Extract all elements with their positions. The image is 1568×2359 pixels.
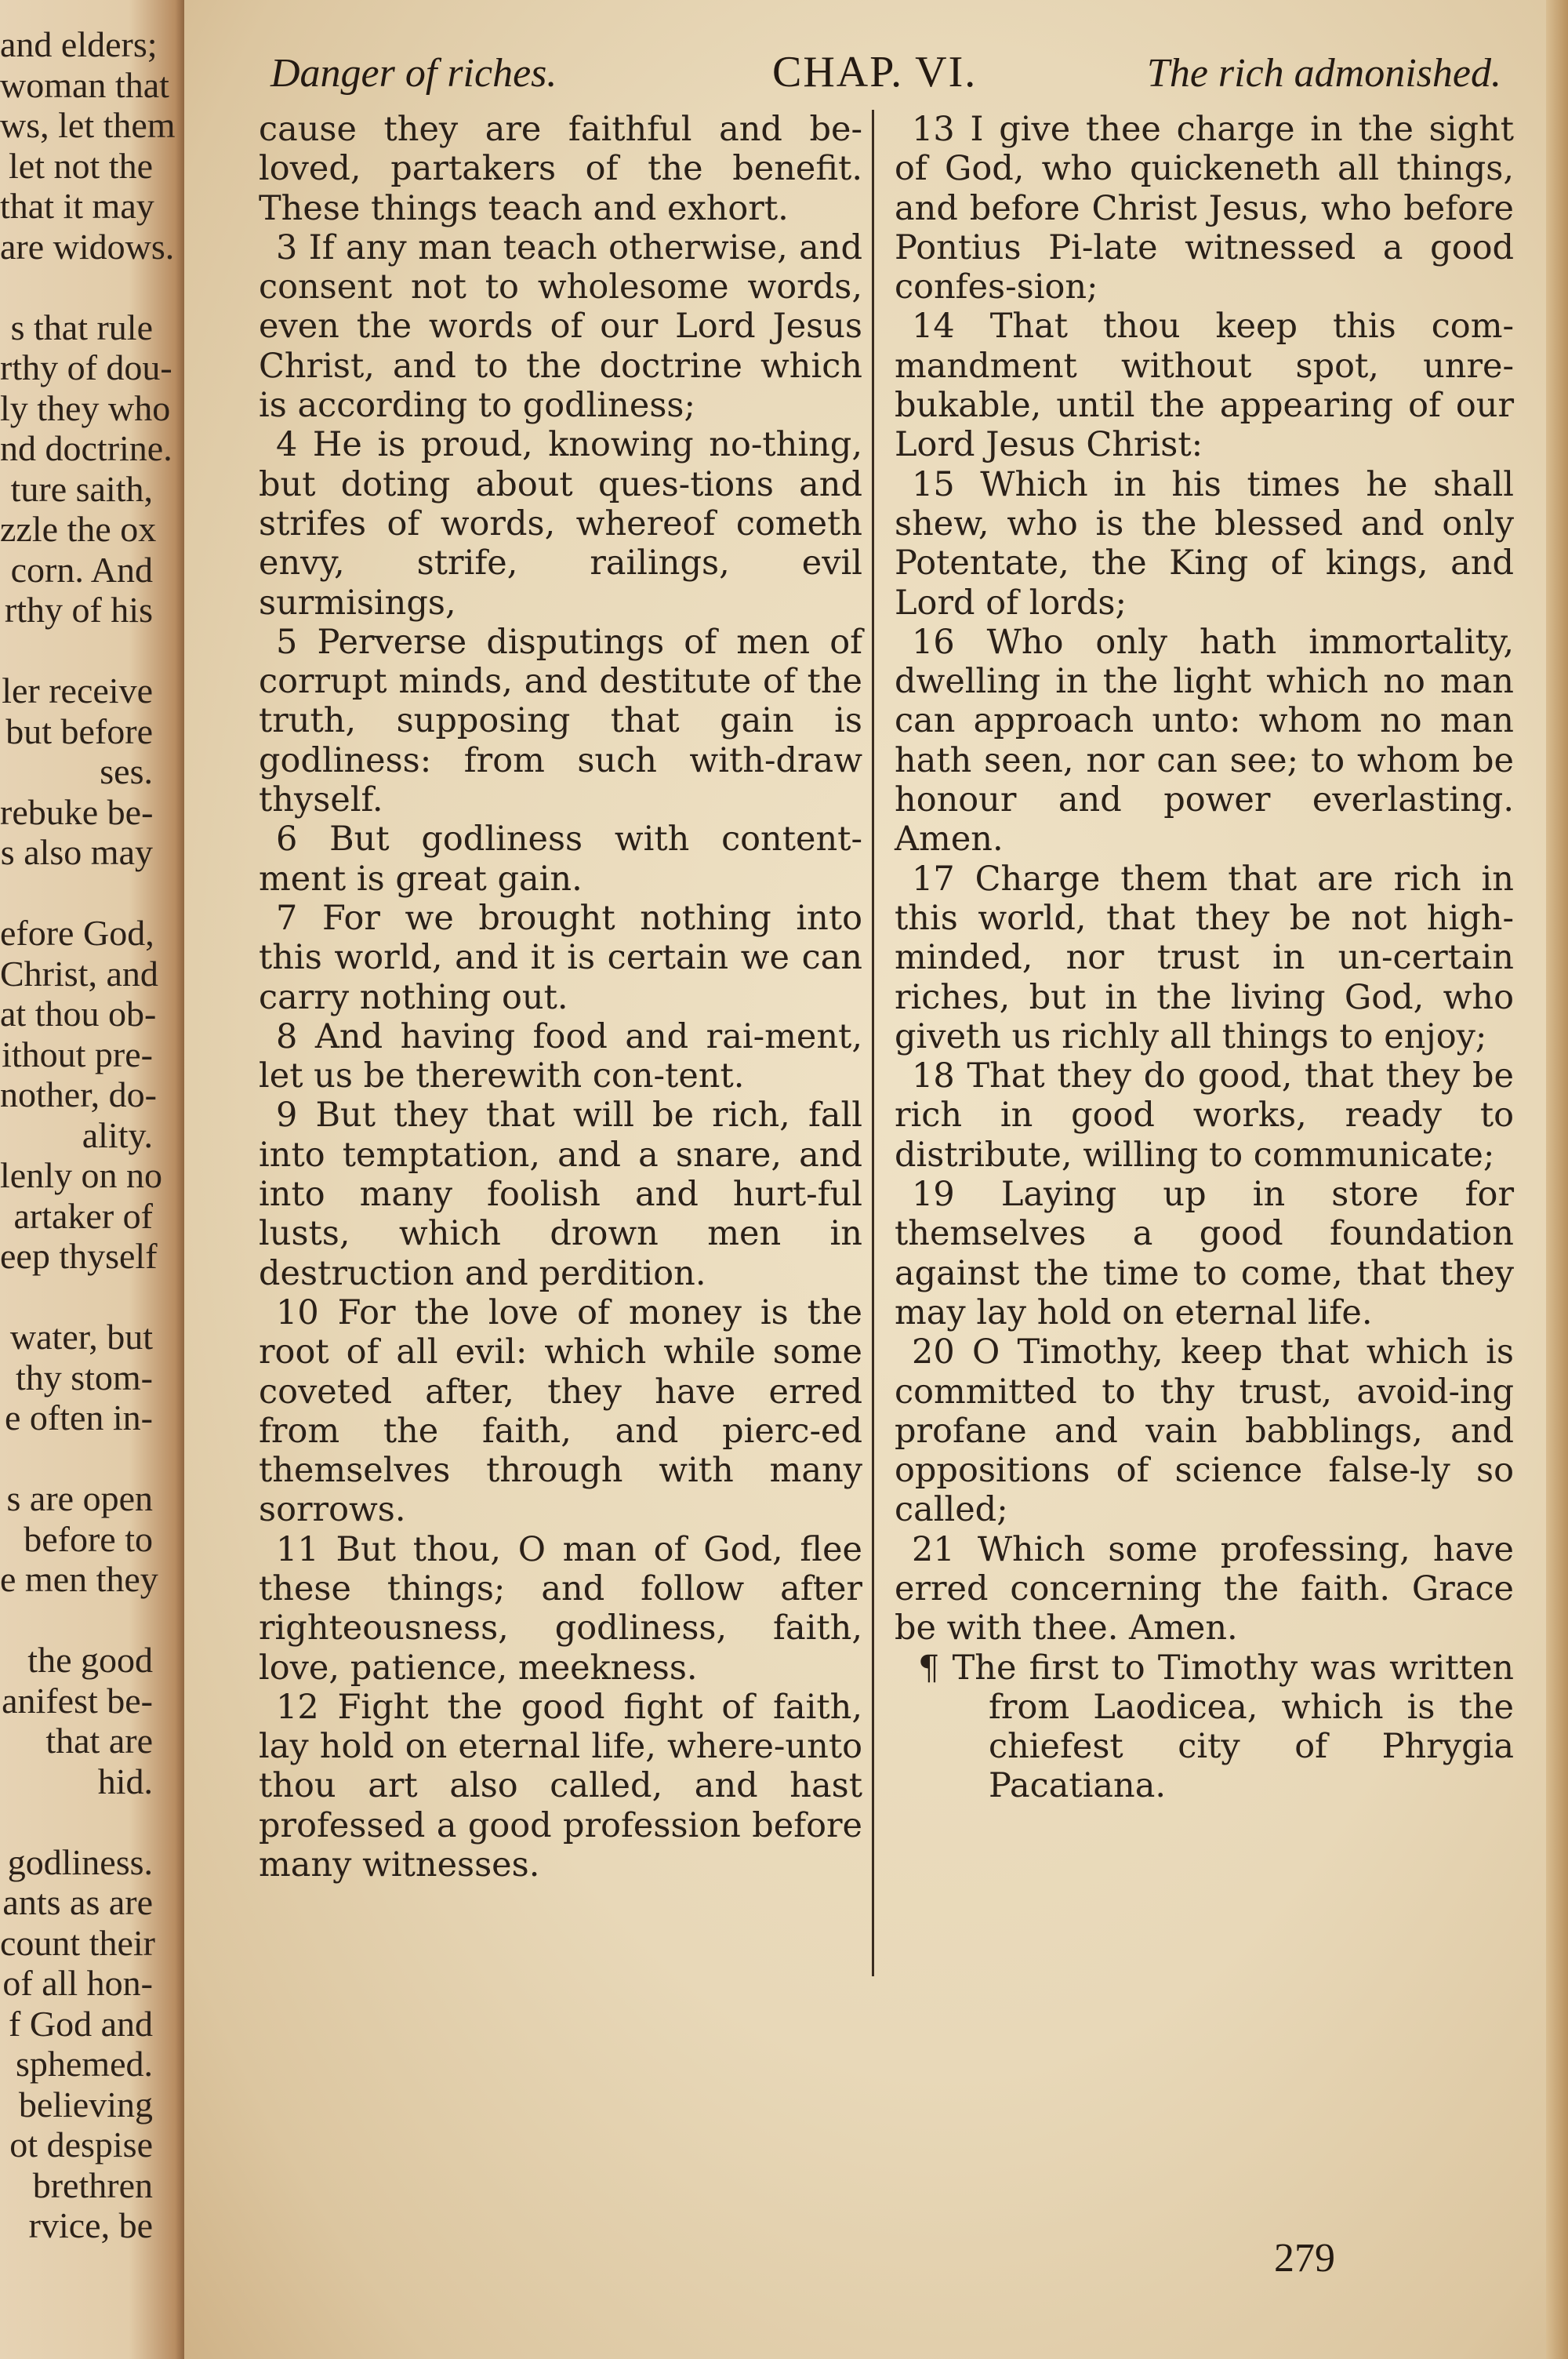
verse: 20 O Timothy, keep that which is committed to thy trust, avoid-ing profane and vain babblings, and oppositions of science false-ly so called; bbox=[895, 1332, 1514, 1530]
fragment-line: ws, let them bbox=[0, 105, 176, 145]
verse: 13 I give thee charge in the sight of God, who quickeneth all things, and before Christ Jesus, who before Pontius Pi-late witnessed a good confes-sion; bbox=[895, 110, 1514, 307]
fragment-line: that it may bbox=[0, 186, 154, 226]
header-left: Danger of riches. bbox=[270, 51, 557, 96]
verse: 10 For the love of money is the root of all evil: which while some coveted after, they have erred from the faith, and pierc-ed themselves through with many sorrows. bbox=[259, 1292, 862, 1530]
left-page-fragment bbox=[0, 0, 184, 2359]
fragment-line: rebuke be- bbox=[0, 791, 154, 832]
fragment-line: thy stom- bbox=[15, 1357, 153, 1398]
page bbox=[184, 0, 1568, 2359]
page-edge bbox=[1546, 0, 1568, 2359]
fragment-line: before to bbox=[24, 1518, 153, 1559]
fragment-line: but before bbox=[5, 711, 153, 751]
verse: 15 Which in his times he shall shew, who is the blessed and only Potentate, the King of kings, and Lord of lords; bbox=[895, 464, 1514, 623]
fragment-line: hid. bbox=[97, 1761, 153, 1801]
verse: 14 That thou keep this com-mandment without spot, unre-bukable, until the appearing of our Lord Jesus Christ: bbox=[895, 307, 1514, 465]
header-right: The rich admonished. bbox=[1146, 51, 1501, 96]
verse: cause they are faithful and be-loved, partakers of the benefit. These things teach and exhort. bbox=[259, 110, 862, 228]
fragment-line: sphemed. bbox=[15, 2044, 153, 2084]
fragment-line: ly they who bbox=[0, 387, 171, 428]
fragment-line: ot despise bbox=[9, 2125, 153, 2165]
fragment-line: s also may bbox=[0, 832, 153, 872]
verse: 5 Perverse disputings of men of corrupt minds, and destitute of the truth, supposing that gain is godliness: from such with-draw thyself. bbox=[259, 622, 862, 820]
verse: 19 Laying up in store for themselves a good foundation against the time to come, that they may lay hold on eternal life. bbox=[895, 1175, 1514, 1332]
fragment-line: e often in- bbox=[4, 1398, 153, 1438]
fragment-line: of all hon- bbox=[2, 1963, 153, 2003]
fragment-line: rthy of dou- bbox=[0, 347, 172, 387]
fragment-line: s that rule bbox=[10, 307, 153, 347]
verse: 11 But thou, O man of God, flee these things; and follow after righteousness, godliness, faith, love, patience, meekness. bbox=[259, 1529, 862, 1688]
fragment-line: ses. bbox=[100, 751, 153, 791]
fragment-line: rthy of his bbox=[4, 590, 153, 630]
subscription-note: ¶ The first to Timothy was written from Laodicea, which is the chiefest city of Phrygia Pacatiana. bbox=[918, 1648, 1514, 1806]
verse: 6 But godliness with content-ment is great gain. bbox=[259, 820, 862, 899]
fragment-line: at thou ob- bbox=[0, 994, 157, 1034]
fragment-line: ture saith, bbox=[10, 468, 153, 509]
fragment-line: ality. bbox=[82, 1114, 153, 1155]
fragment-line: and elders; bbox=[0, 24, 158, 64]
fragment-line: that are bbox=[45, 1721, 153, 1761]
verse: 7 For we brought nothing into this world, and it is certain we can carry nothing out. bbox=[259, 898, 862, 1017]
verse: 21 Which some professing, have erred concerning the faith. Grace be with thee. Amen. bbox=[895, 1529, 1514, 1648]
fragment-line: ithout pre- bbox=[2, 1034, 153, 1074]
verse: 16 Who only hath immortality, dwelling in the light which no man can approach unto: whom no man hath seen, nor can see; to whom be honour and power everlasting. Amen. bbox=[895, 622, 1514, 860]
fragment-line: zzle the ox bbox=[0, 509, 157, 549]
running-header bbox=[270, 50, 1501, 105]
fragment-line: count their bbox=[0, 1922, 155, 1963]
verse: 17 Charge them that are rich in this world, that they be not high-minded, nor trust in un-certain riches, but in the living God, who giveth us richly all things to enjoy; bbox=[895, 859, 1514, 1056]
fragment-line: the good bbox=[27, 1640, 153, 1680]
fragment-line: woman that bbox=[0, 64, 169, 105]
fragment-line: water, but bbox=[9, 1317, 153, 1357]
chapter-heading: CHAP. VI. bbox=[772, 48, 978, 96]
left-column bbox=[259, 110, 862, 1885]
fragment-line: s are open bbox=[6, 1478, 153, 1518]
fragment-line: e men they bbox=[0, 1559, 158, 1599]
page-number: 279 bbox=[1274, 2236, 1335, 2281]
verse: 8 And having food and rai-ment, let us be therewith con-tent. bbox=[259, 1016, 862, 1096]
fragment-line: eep thyself bbox=[0, 1236, 158, 1276]
fragment-line: ants as are bbox=[2, 1882, 153, 1922]
fragment-line: lenly on no bbox=[0, 1155, 162, 1195]
column-divider bbox=[872, 110, 874, 1976]
verse: 4 He is proud, knowing no-thing, but doting about ques-tions and strifes of words, whereof cometh envy, strife, railings, evil surmisings, bbox=[259, 425, 862, 623]
fragment-line: brethren bbox=[32, 2165, 153, 2205]
fragment-line: corn. And bbox=[10, 549, 153, 590]
fragment-line: ler receive bbox=[2, 671, 153, 711]
fragment-line: f God and bbox=[9, 2003, 153, 2044]
right-column bbox=[895, 110, 1514, 1806]
fragment-line: Christ, and bbox=[0, 953, 158, 994]
fragment-line: anifest be- bbox=[2, 1680, 153, 1721]
fragment-line: artaker of bbox=[13, 1195, 153, 1236]
fragment-line: godliness. bbox=[7, 1841, 153, 1882]
fragment-line: efore God, bbox=[0, 913, 154, 953]
verse: 3 If any man teach otherwise, and consent not to wholesome words, even the words of our Lord Jesus Christ, and to the doctrine which is according to godliness; bbox=[259, 227, 862, 426]
fragment-line: believing bbox=[18, 2084, 153, 2125]
fragment-line: nd doctrine. bbox=[0, 428, 172, 468]
fragment-line: are widows. bbox=[0, 226, 175, 267]
verse: 9 But they that will be rich, fall into temptation, and a snare, and into many foolish and hurt-ful lusts, which drown men in destruction and perdition. bbox=[259, 1096, 862, 1293]
fragment-line: nother, do- bbox=[0, 1074, 157, 1114]
fragment-line: rvice, be bbox=[28, 2205, 153, 2245]
verse: 18 That they do good, that they be rich in good works, ready to distribute, willing to communicate; bbox=[895, 1056, 1514, 1175]
fragment-line: let not the bbox=[9, 145, 153, 186]
verse: 12 Fight the good fight of faith, lay hold on eternal life, where-unto thou art also called, and hast professed a good profession before many witnesses. bbox=[259, 1687, 862, 1885]
